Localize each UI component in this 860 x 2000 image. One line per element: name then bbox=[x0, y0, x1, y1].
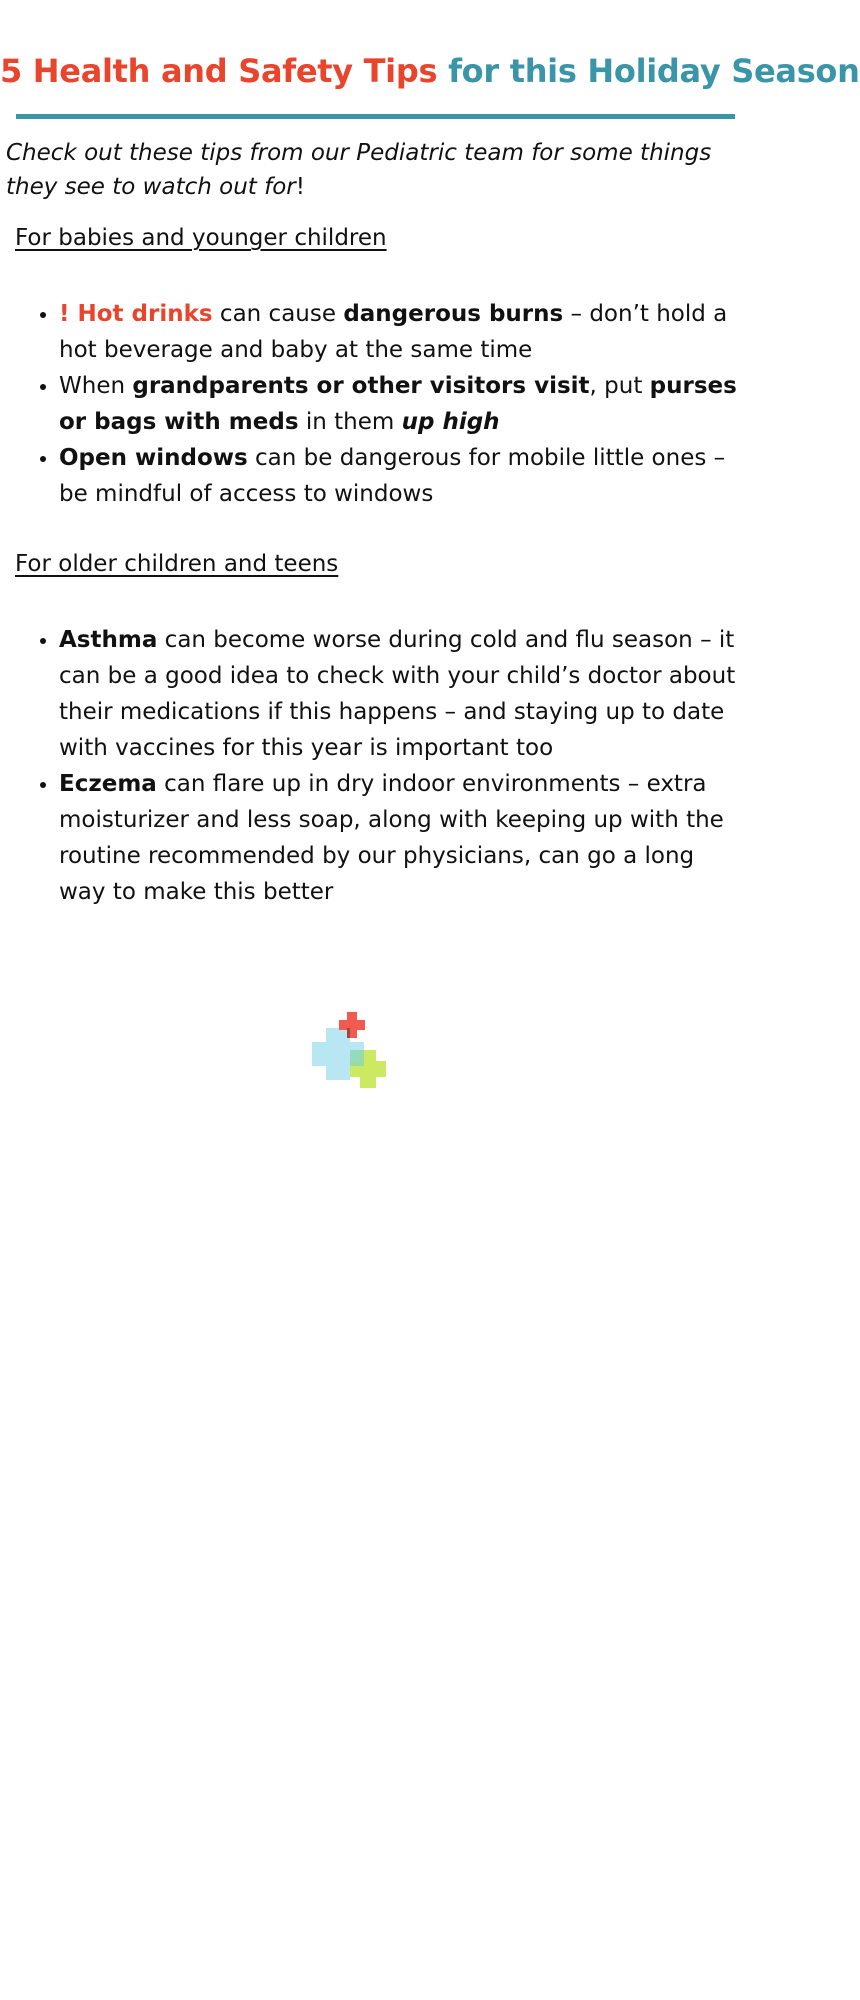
title-red-part: 5 Health and Safety Tips bbox=[0, 52, 438, 90]
intro-exclamation: ! bbox=[295, 174, 305, 200]
list-item bbox=[59, 368, 740, 440]
tip-text: can be dangerous for mobile little ones – be mindful of access to windows bbox=[59, 445, 726, 507]
tip-bold: Asthma bbox=[59, 627, 158, 653]
tip-bold: Eczema bbox=[59, 771, 157, 797]
tip-bold: purses or bags with meds bbox=[59, 373, 737, 435]
list-item bbox=[59, 622, 740, 766]
page-title bbox=[0, 52, 860, 90]
section-heading-older: For older children and teens bbox=[15, 551, 339, 577]
tip-text: can cause bbox=[212, 301, 344, 327]
tip-text: can flare up in dry indoor environments – extra moisturizer and less soap, along with keeping up with the routine recommended by our physicians, can go a long way to make this better bbox=[59, 771, 724, 905]
list-item bbox=[59, 296, 740, 368]
tip-text: When bbox=[59, 373, 133, 399]
hot-drinks-label: ! Hot drinks bbox=[59, 301, 213, 327]
tip-bold: dangerous burns bbox=[343, 301, 564, 327]
intro-text: Check out these tips from our Pediatric team for some things they see to watch out for bbox=[6, 140, 712, 200]
title-teal-part: for this Holiday Season bbox=[448, 52, 860, 90]
section-heading-babies: For babies and younger children bbox=[15, 225, 387, 251]
tip-bold: Open windows bbox=[59, 445, 248, 471]
list-item bbox=[59, 440, 740, 512]
tip-bold-italic: up high bbox=[401, 409, 500, 435]
older-tips-list bbox=[0, 622, 740, 910]
title-divider bbox=[16, 114, 735, 119]
tip-text: , put bbox=[589, 373, 650, 399]
tip-bold: grandparents or other visitors visit bbox=[132, 373, 590, 399]
intro-paragraph bbox=[6, 136, 746, 204]
babies-tips-list bbox=[0, 296, 740, 512]
tip-text: can become worse during cold and flu season – it can be a good idea to check with your child’s doctor about their medications if this happens – and staying up to date with vaccines for this year is important too bbox=[59, 627, 736, 761]
tip-text: in them bbox=[298, 409, 402, 435]
medical-crosses-logo-icon bbox=[304, 1010, 404, 1102]
list-item bbox=[59, 766, 740, 910]
tip-text: – don’t hold a hot beverage and baby at the same time bbox=[59, 301, 728, 363]
